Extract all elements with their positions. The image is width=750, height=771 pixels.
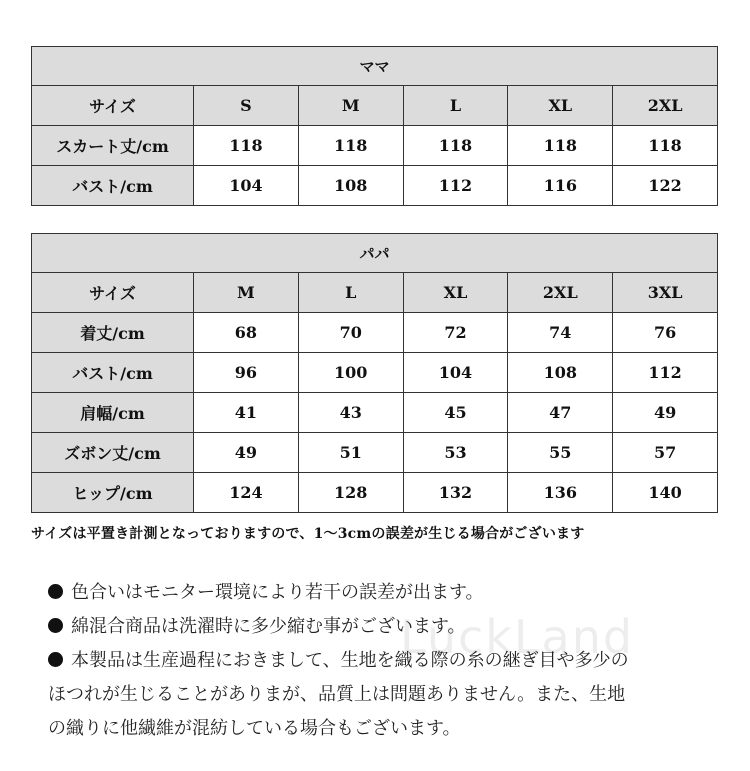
table-row	[32, 473, 718, 513]
papa-size-header: XL	[403, 273, 508, 313]
mama-size-header-row	[32, 86, 718, 126]
value-cell: 43	[298, 393, 403, 433]
mama-size-header: M	[298, 86, 403, 126]
list-item	[48, 610, 728, 644]
row-label: バスト/cm	[32, 166, 194, 206]
value-cell: 122	[613, 166, 718, 206]
value-cell: 104	[403, 353, 508, 393]
papa-title-row	[32, 234, 718, 273]
value-cell: 47	[508, 393, 613, 433]
value-cell: 116	[508, 166, 613, 206]
mama-size-header-label: サイズ	[32, 86, 194, 126]
list-item	[48, 644, 728, 678]
list-item-continuation: ほつれが生じることがありまが、品質上は問題ありません。また、生地	[48, 684, 626, 705]
row-label: ズボン丈/cm	[32, 433, 194, 473]
papa-size-header: M	[194, 273, 299, 313]
value-cell: 51	[298, 433, 403, 473]
papa-size-header: L	[298, 273, 403, 313]
list-item-text: 綿混合商品は洗濯時に多少縮む事がございます。	[71, 616, 466, 637]
value-cell: 118	[403, 126, 508, 166]
brand-watermark: LuckLand	[400, 610, 635, 664]
table-row	[32, 166, 718, 206]
value-cell: 112	[403, 166, 508, 206]
value-cell: 49	[194, 433, 299, 473]
value-cell: 140	[613, 473, 718, 513]
bullet-dot-icon	[48, 652, 63, 667]
row-label: スカート丈/cm	[32, 126, 194, 166]
value-cell: 96	[194, 353, 299, 393]
value-cell: 108	[298, 166, 403, 206]
list-item-continuation: の織りに他繊維が混紡している場合もございます。	[48, 718, 461, 739]
list-item	[48, 576, 728, 610]
value-cell: 112	[613, 353, 718, 393]
notice-list	[48, 576, 728, 746]
bullet-dot-icon	[48, 584, 63, 599]
value-cell: 45	[403, 393, 508, 433]
value-cell: 100	[298, 353, 403, 393]
papa-size-header-label: サイズ	[32, 273, 194, 313]
value-cell: 41	[194, 393, 299, 433]
papa-size-header: 3XL	[613, 273, 718, 313]
mama-size-header: 2XL	[613, 86, 718, 126]
mama-size-table	[31, 46, 718, 206]
value-cell: 118	[613, 126, 718, 166]
papa-size-header-row	[32, 273, 718, 313]
table-row	[32, 126, 718, 166]
value-cell: 128	[298, 473, 403, 513]
papa-size-header: 2XL	[508, 273, 613, 313]
value-cell: 118	[508, 126, 613, 166]
row-label: バスト/cm	[32, 353, 194, 393]
value-cell: 57	[613, 433, 718, 473]
value-cell: 132	[403, 473, 508, 513]
value-cell: 76	[613, 313, 718, 353]
table-row	[32, 353, 718, 393]
value-cell: 68	[194, 313, 299, 353]
value-cell: 55	[508, 433, 613, 473]
value-cell: 136	[508, 473, 613, 513]
value-cell: 118	[298, 126, 403, 166]
row-label: 着丈/cm	[32, 313, 194, 353]
mama-size-header: L	[403, 86, 508, 126]
mama-size-header: XL	[508, 86, 613, 126]
table-row	[32, 313, 718, 353]
list-item-text: 本製品は生産過程におきまして、生地を織る際の糸の継ぎ目や多少の	[71, 650, 629, 671]
mama-table-title: ママ	[32, 47, 718, 86]
table-row	[32, 393, 718, 433]
value-cell: 118	[194, 126, 299, 166]
value-cell: 108	[508, 353, 613, 393]
papa-table-title: パパ	[32, 234, 718, 273]
value-cell: 104	[194, 166, 299, 206]
row-label: ヒップ/cm	[32, 473, 194, 513]
table-row	[32, 433, 718, 473]
list-item-text: 色合いはモニター環境により若干の誤差が出ます。	[71, 582, 484, 603]
mama-size-header: S	[194, 86, 299, 126]
mama-title-row	[32, 47, 718, 86]
value-cell: 74	[508, 313, 613, 353]
bullet-dot-icon	[48, 618, 63, 633]
measurement-note: サイズは平置き計測となっておりますので、1～3cmの誤差が生じる場合がございます	[31, 526, 585, 542]
value-cell: 70	[298, 313, 403, 353]
value-cell: 49	[613, 393, 718, 433]
papa-size-table	[31, 233, 718, 513]
row-label: 肩幅/cm	[32, 393, 194, 433]
value-cell: 124	[194, 473, 299, 513]
value-cell: 53	[403, 433, 508, 473]
value-cell: 72	[403, 313, 508, 353]
